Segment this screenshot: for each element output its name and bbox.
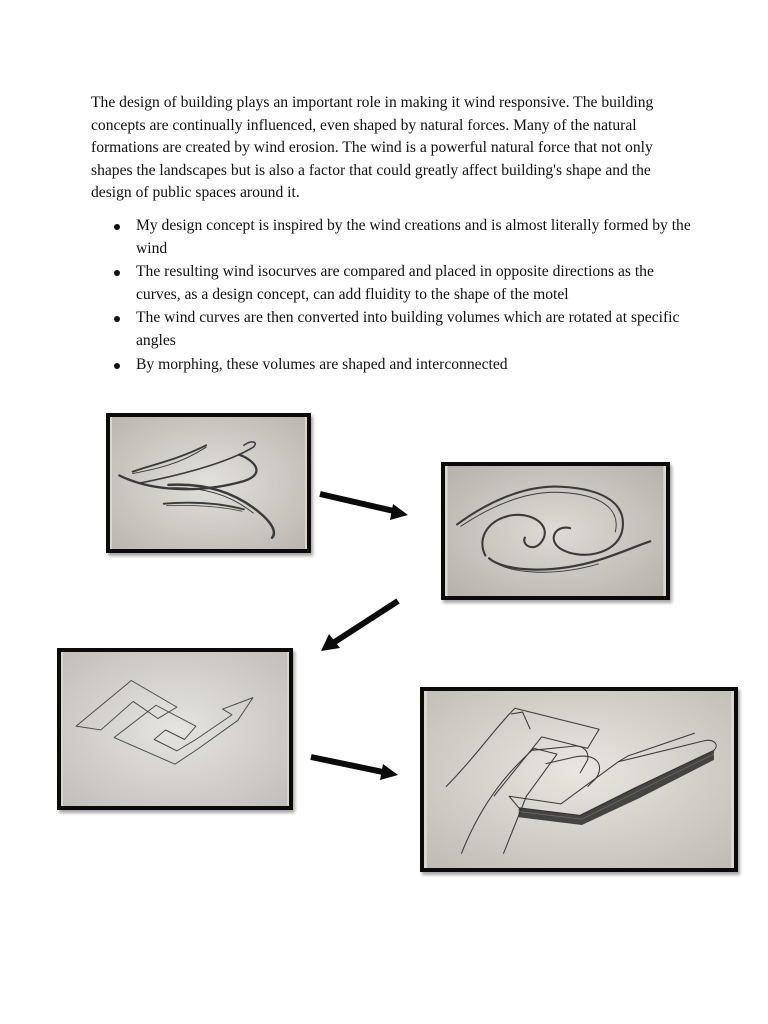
arrow-right-icon bbox=[320, 494, 408, 520]
arrow-right-icon bbox=[311, 757, 398, 780]
volumes-outline-drawing bbox=[61, 652, 289, 806]
bullet-text: My design concept is inspired by the wind creations and is almost literally formed by the wind bbox=[136, 217, 691, 257]
list-item bbox=[91, 354, 691, 377]
list-item bbox=[91, 215, 691, 260]
bullet-text: The resulting wind isocurves are compared and placed in opposite directions as the curves, as a design concept, can add fluidity to the shape of the motel bbox=[136, 263, 654, 303]
wind-curves-sketch bbox=[106, 413, 311, 553]
bullet-icon bbox=[114, 316, 120, 322]
bullet-icon bbox=[114, 363, 120, 369]
building-volumes-outline-sketch bbox=[57, 648, 293, 810]
bullet-text: By morphing, these volumes are shaped and interconnected bbox=[136, 355, 508, 373]
bullet-icon bbox=[114, 270, 120, 276]
bullet-text: The wind curves are then converted into building volumes which are rotated at specific angles bbox=[136, 309, 680, 349]
wind-isocurves-sketch bbox=[441, 462, 670, 600]
morphed-volumes-drawing bbox=[424, 691, 734, 868]
wind-curves-drawing bbox=[110, 417, 307, 549]
list-item bbox=[91, 307, 691, 352]
isocurves-drawing bbox=[445, 466, 666, 596]
list-item bbox=[91, 261, 691, 306]
intro-paragraph: The design of building plays an important role in making it wind responsive. The building concepts are continually influenced, even shaped by natural forces. Many of the natural formations are created by wind erosion. The wind is a powerful natural force that not only shapes the landscapes but is also a factor that could greatly affect building's shape and the design of public spaces around it. bbox=[91, 94, 654, 202]
arrow-down-left-icon bbox=[321, 601, 398, 651]
concept-bullet-list bbox=[91, 215, 691, 377]
bullet-icon bbox=[114, 224, 120, 230]
morphed-volumes-3d-sketch bbox=[420, 687, 738, 872]
